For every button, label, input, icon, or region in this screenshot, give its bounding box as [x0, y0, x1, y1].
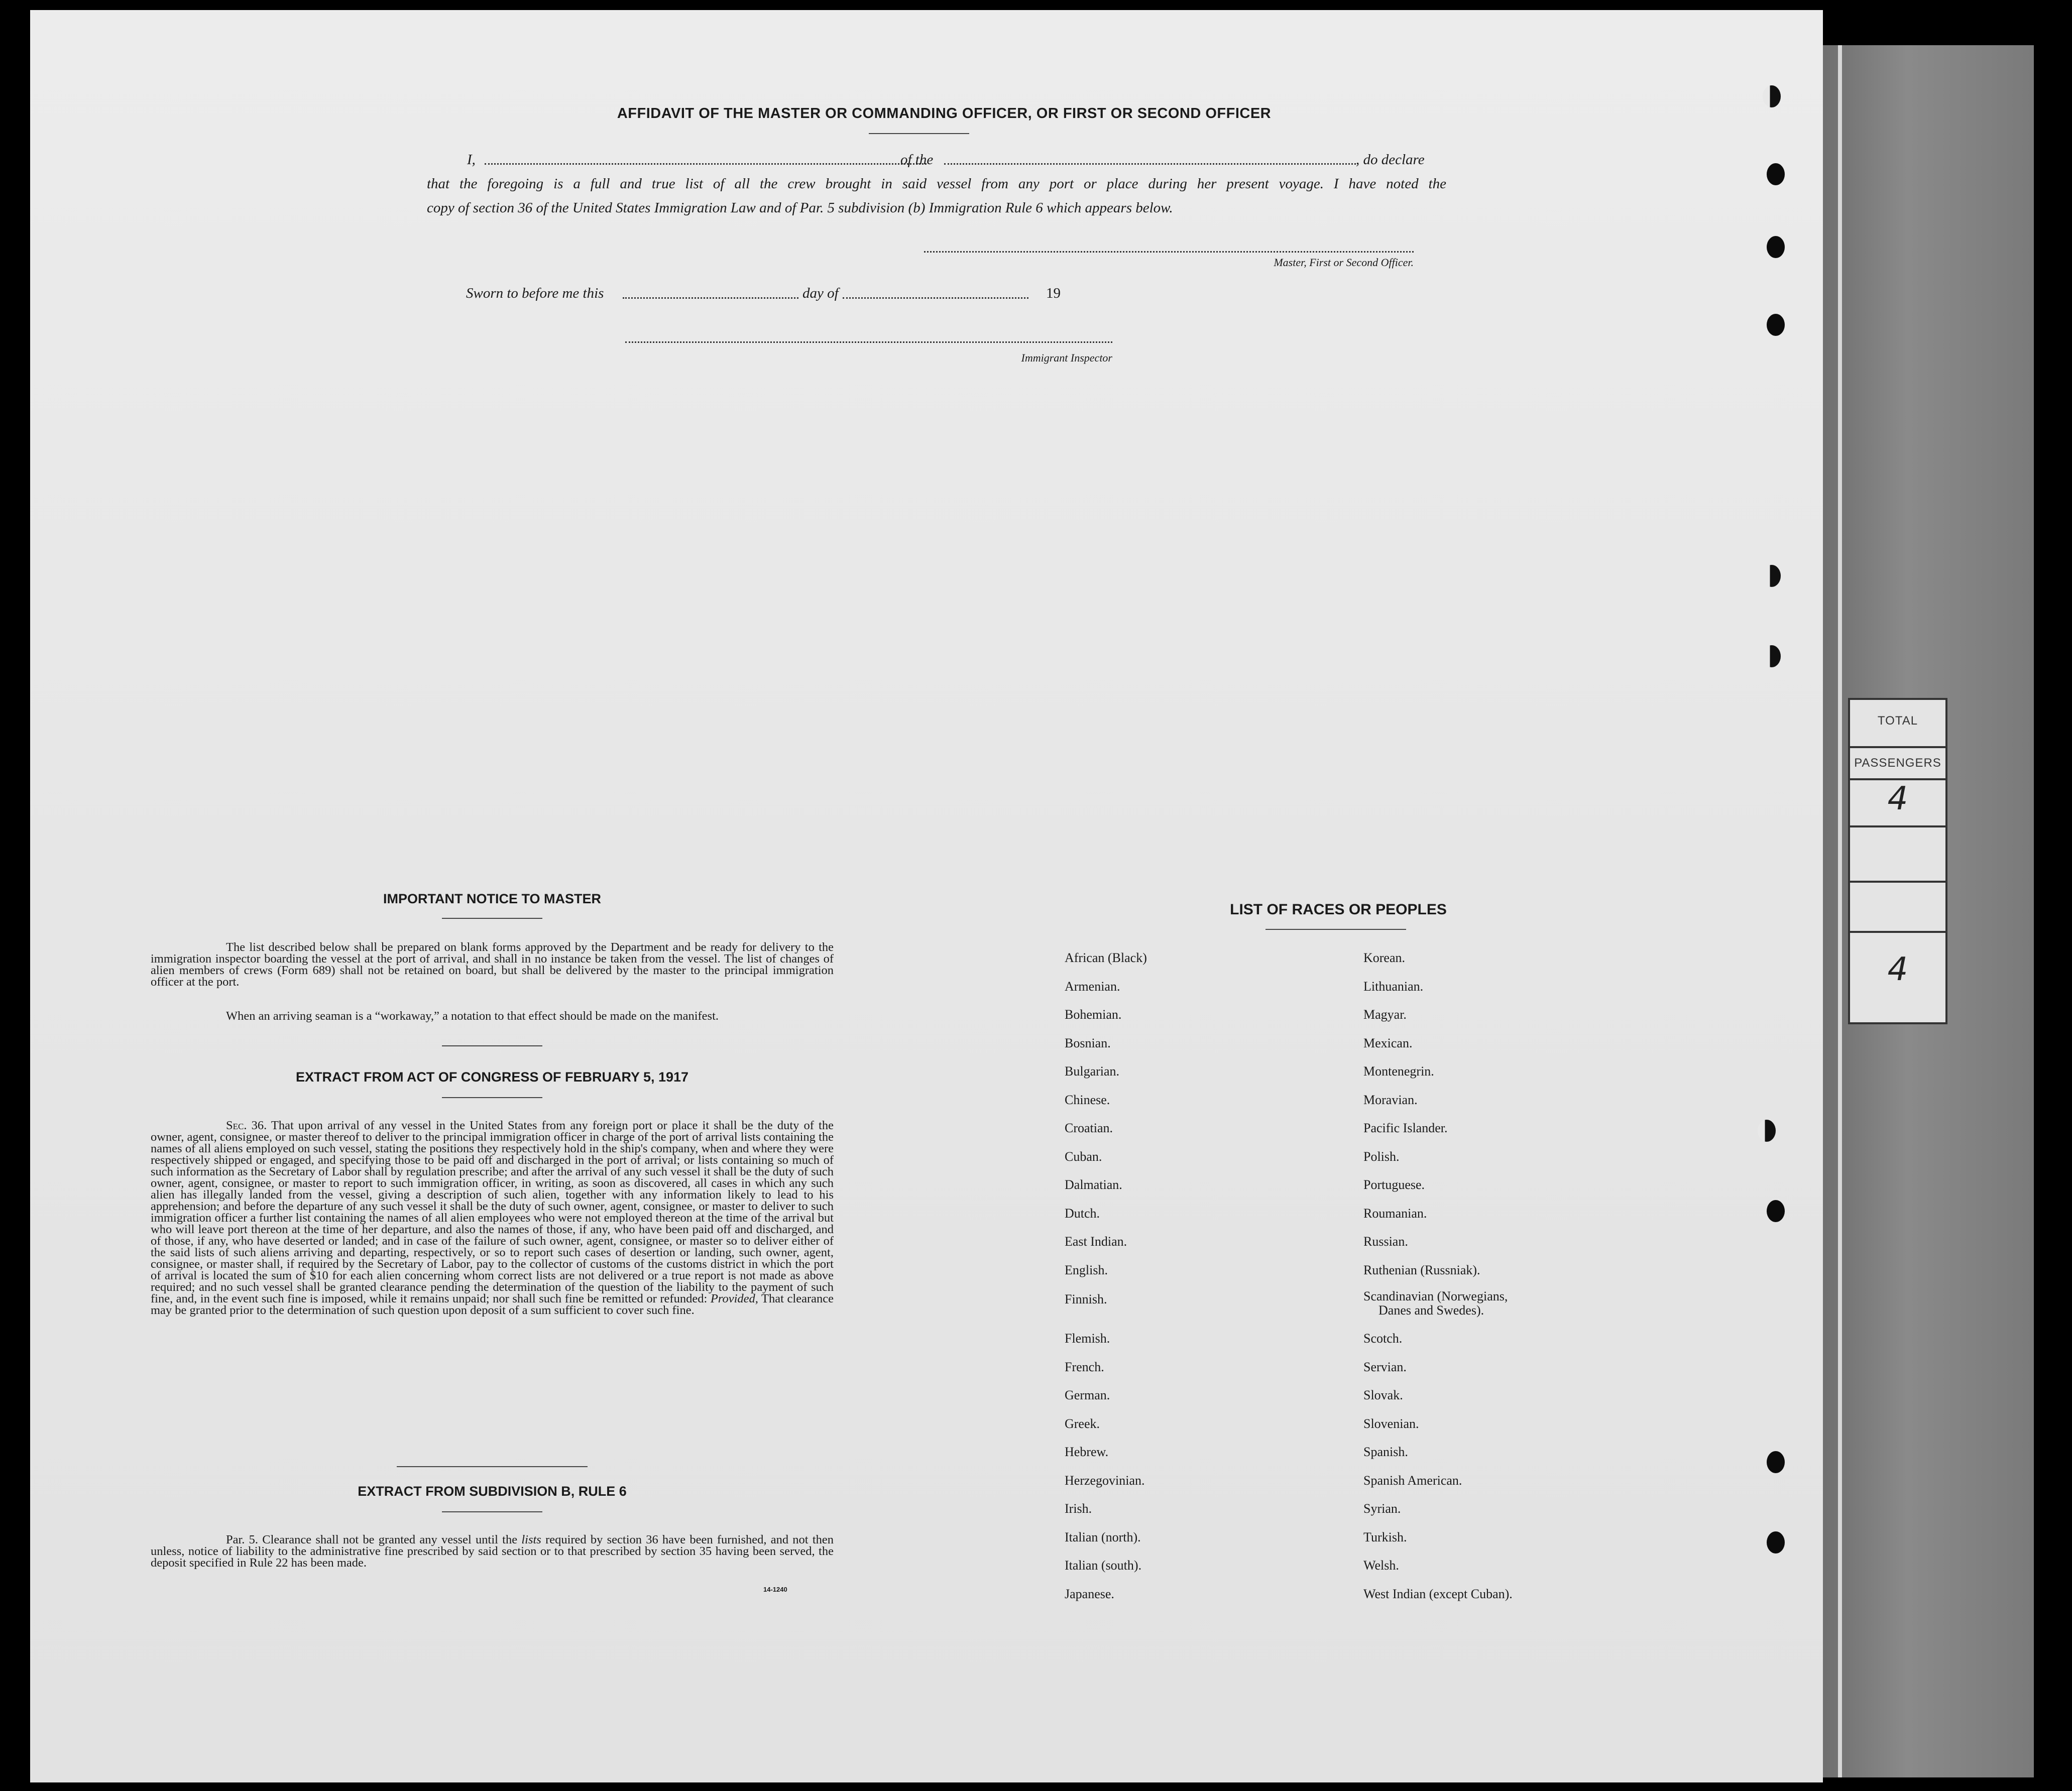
race-item: African (Black)	[1065, 950, 1147, 965]
affidavit-i-label: I,	[467, 152, 476, 168]
race-item: Japanese.	[1065, 1586, 1114, 1601]
affidavit-title: AFFIDAVIT OF THE MASTER OR COMMANDING OFFICER, OR FIRST OR SECOND OFFICER	[617, 105, 1272, 122]
notice-title: IMPORTANT NOTICE TO MASTER	[383, 891, 601, 906]
tally-header-total: TOTAL	[1877, 714, 1918, 728]
passenger-tally-box	[1848, 698, 1947, 1024]
race-item: Flemish.	[1065, 1331, 1110, 1346]
race-item: Italian (south).	[1065, 1558, 1142, 1573]
rule6-body-a: Par. 5. Clearance shall not be granted any vessel until the	[226, 1533, 518, 1546]
race-item: Mexican.	[1363, 1035, 1413, 1050]
race-item: Dalmatian.	[1065, 1177, 1122, 1192]
race-item: Dutch.	[1065, 1206, 1100, 1221]
notice-paragraph-2: When an arriving seaman is a “workaway,” a notation to that effect should be made on the manifest.	[226, 1009, 719, 1023]
race-item: Korean.	[1363, 950, 1406, 965]
race-item: Servian.	[1363, 1359, 1407, 1374]
section-36-proviso: That clearance may be granted prior to the determination of such question upon deposit of a sum sufficient to cover such fine.	[151, 1292, 834, 1317]
race-item: French.	[1065, 1359, 1104, 1374]
race-item: Spanish.	[1363, 1445, 1408, 1459]
race-item: Syrian.	[1363, 1501, 1401, 1516]
race-item: Croatian.	[1065, 1121, 1113, 1135]
race-item: Cuban.	[1065, 1149, 1102, 1164]
race-item: Bulgarian.	[1065, 1064, 1120, 1079]
section-36-body: That upon arrival of any vessel in the United States from any foreign port or place it shall be the duty of the owner, agent, consignee, or master thereof to deliver to the principal immigration officer in charge of the port of arrival lists containing the names of all aliens employed on such vessel, stating the positions they respectively hold in the ship's company, when and where they were respectively shipped or engaged, and specifying those to be paid off and discharged in the port of arrival; or lists containing so much of such information as the Secretary of Labor shall by regulation prescribe; and after the arrival of any such vessel it shall be the duty of such owner, agent, consignee, or master to report to such immigration officer, in writing, as soon as discovered, all cases in which any such alien has illegally landed from the vessel, giving a description of such alien, together with any information likely to lead to his apprehension; and before the departure of any such vessel it shall be the duty of such owner, agent, consignee, or master to deliver to such immigration officer a further list containing the names of all alien employees who were not employed thereon at the time of the arrival but who will leave port thereon at the time of her departure, and also the names of those, if any, who have been paid off and discharged, and of those, if any, who have deserted or landed; and in case of the failure of such owner, agent, consignee, or master so to deliver either of the said lists of such aliens arriving and departing, respectively, or so to report such cases of desertion or landing, such owner, agent, consignee, or master shall, if required by the Secretary of Labor, pay to the collector of customs of the customs district in which the port of arrival is located the sum of $10 for each alien concerning whom correct lists are not delivered or a true report is not made as above required; and no such vessel shall be granted clearance pending the determination of the question of the liability to the payment of such fine, and, in the event such fine is imposed, while it remains unpaid; nor shall such fine be remitted or refunded:	[151, 1119, 834, 1305]
races-title: LIST OF RACES OR PEOPLES	[1230, 901, 1447, 918]
race-item: Montenegrin.	[1363, 1064, 1434, 1079]
tally-value-total: 4	[1887, 780, 1908, 817]
binder-hole	[1767, 163, 1785, 185]
binder-hole	[1763, 565, 1781, 587]
binder-hole	[1767, 1451, 1785, 1473]
race-item: Portuguese.	[1363, 1177, 1425, 1192]
section-label: Sec. 36.	[226, 1119, 267, 1132]
race-item: Welsh.	[1363, 1558, 1399, 1573]
notice-paragraph-1: The list described below shall be prepared on blank forms approved by the Department and be ready for delivery to the immigration inspector boarding the vessel at the port of arrival, and shall in no instance be taken from the vessel. The list of changes of alien members of crews (Form 689) shall not be retained on board, but shall be delivered by the master to the principal immigration officer at the port.	[151, 940, 834, 989]
binder-hole	[1763, 645, 1781, 667]
binder-hole	[1767, 236, 1785, 258]
affidavit-of-the-label: of the	[900, 152, 934, 168]
race-item-scandinavian	[1363, 1284, 1645, 1325]
race-item: English.	[1065, 1262, 1108, 1277]
race-item: East Indian.	[1065, 1234, 1127, 1249]
rule6-title: EXTRACT FROM SUBDIVISION B, RULE 6	[358, 1484, 627, 1499]
inspector-signature-label: Immigrant Inspector	[1021, 351, 1112, 364]
race-item: Polish.	[1363, 1149, 1400, 1164]
sworn-label: Sworn to before me this	[466, 285, 604, 301]
tally-value-passengers: 4	[1887, 951, 1908, 988]
binder-hole	[1767, 1200, 1785, 1222]
race-item: Scotch.	[1363, 1331, 1403, 1346]
page-edge	[1838, 45, 1842, 1777]
race-item: Spanish American.	[1363, 1473, 1462, 1488]
binder-hole	[1758, 1120, 1776, 1142]
race-item: Slovak.	[1363, 1388, 1403, 1402]
race-item: West Indian (except Cuban).	[1363, 1586, 1513, 1601]
tally-header-passengers: PASSENGERS	[1854, 756, 1941, 770]
race-item: Herzegovinian.	[1065, 1473, 1145, 1488]
race-item: Lithuanian.	[1363, 979, 1424, 994]
race-item: Chinese.	[1065, 1092, 1110, 1107]
race-item: Roumanian.	[1363, 1206, 1427, 1221]
race-item: Slovenian.	[1363, 1416, 1419, 1431]
race-item: Finnish.	[1065, 1292, 1107, 1306]
day-of-label: day of	[802, 285, 839, 301]
race-item: Pacific Islander.	[1363, 1121, 1448, 1135]
binder-hole	[1767, 1531, 1785, 1554]
race-item: Irish.	[1065, 1501, 1092, 1516]
rule6-text	[151, 1534, 834, 1569]
race-item: Turkish.	[1363, 1529, 1407, 1544]
form-number: 14-1240	[763, 1586, 787, 1593]
races-column-right	[1363, 944, 1645, 1608]
rule6-body-b: required by section 36 have been furnished, and not then unless, notice of liability to the administrative fine prescribed by said section or to that prescribed by section 35 having been served, the deposit specified in Rule 22 has been made.	[151, 1533, 834, 1570]
race-item: Russian.	[1363, 1234, 1408, 1249]
race-item-line-2: Danes and Swedes).	[1378, 1303, 1484, 1318]
section-36-text	[151, 1120, 834, 1316]
race-item: Bohemian.	[1065, 1007, 1122, 1022]
races-column-left	[1065, 944, 1346, 1608]
race-item: Armenian.	[1065, 979, 1120, 994]
year-prefix: 19	[1046, 285, 1061, 301]
form-sheet	[30, 10, 1823, 1782]
race-item-line-1: Scandinavian (Norwegians,	[1363, 1289, 1508, 1303]
race-item: Moravian.	[1363, 1092, 1418, 1107]
binder-hole	[1767, 314, 1785, 336]
lists-word: lists	[521, 1533, 541, 1546]
affidavit-line-3: copy of section 36 of the United States Immigration Law and of Par. 5 subdivision (b) Immigration Rule 6 which appears below.	[427, 200, 1173, 216]
race-item: Ruthenian (Russniak).	[1363, 1262, 1480, 1277]
race-item: Bosnian.	[1065, 1035, 1111, 1050]
race-item: Italian (north).	[1065, 1529, 1141, 1544]
affidavit-line-2: that the foregoing is a full and true list of all the crew brought in said vessel from any port or place during her present voyage. I have noted the	[427, 176, 1446, 192]
race-item: Magyar.	[1363, 1007, 1407, 1022]
affidavit-declare-label: , do declare	[1356, 152, 1425, 168]
binder-hole	[1763, 85, 1781, 107]
race-item: Hebrew.	[1065, 1445, 1109, 1459]
act-title: EXTRACT FROM ACT OF CONGRESS OF FEBRUARY 5, 1917	[295, 1069, 689, 1085]
race-item: Greek.	[1065, 1416, 1100, 1431]
provided-word: Provided,	[710, 1292, 758, 1305]
master-signature-label: Master, First or Second Officer.	[1274, 256, 1414, 269]
race-item: German.	[1065, 1388, 1110, 1402]
